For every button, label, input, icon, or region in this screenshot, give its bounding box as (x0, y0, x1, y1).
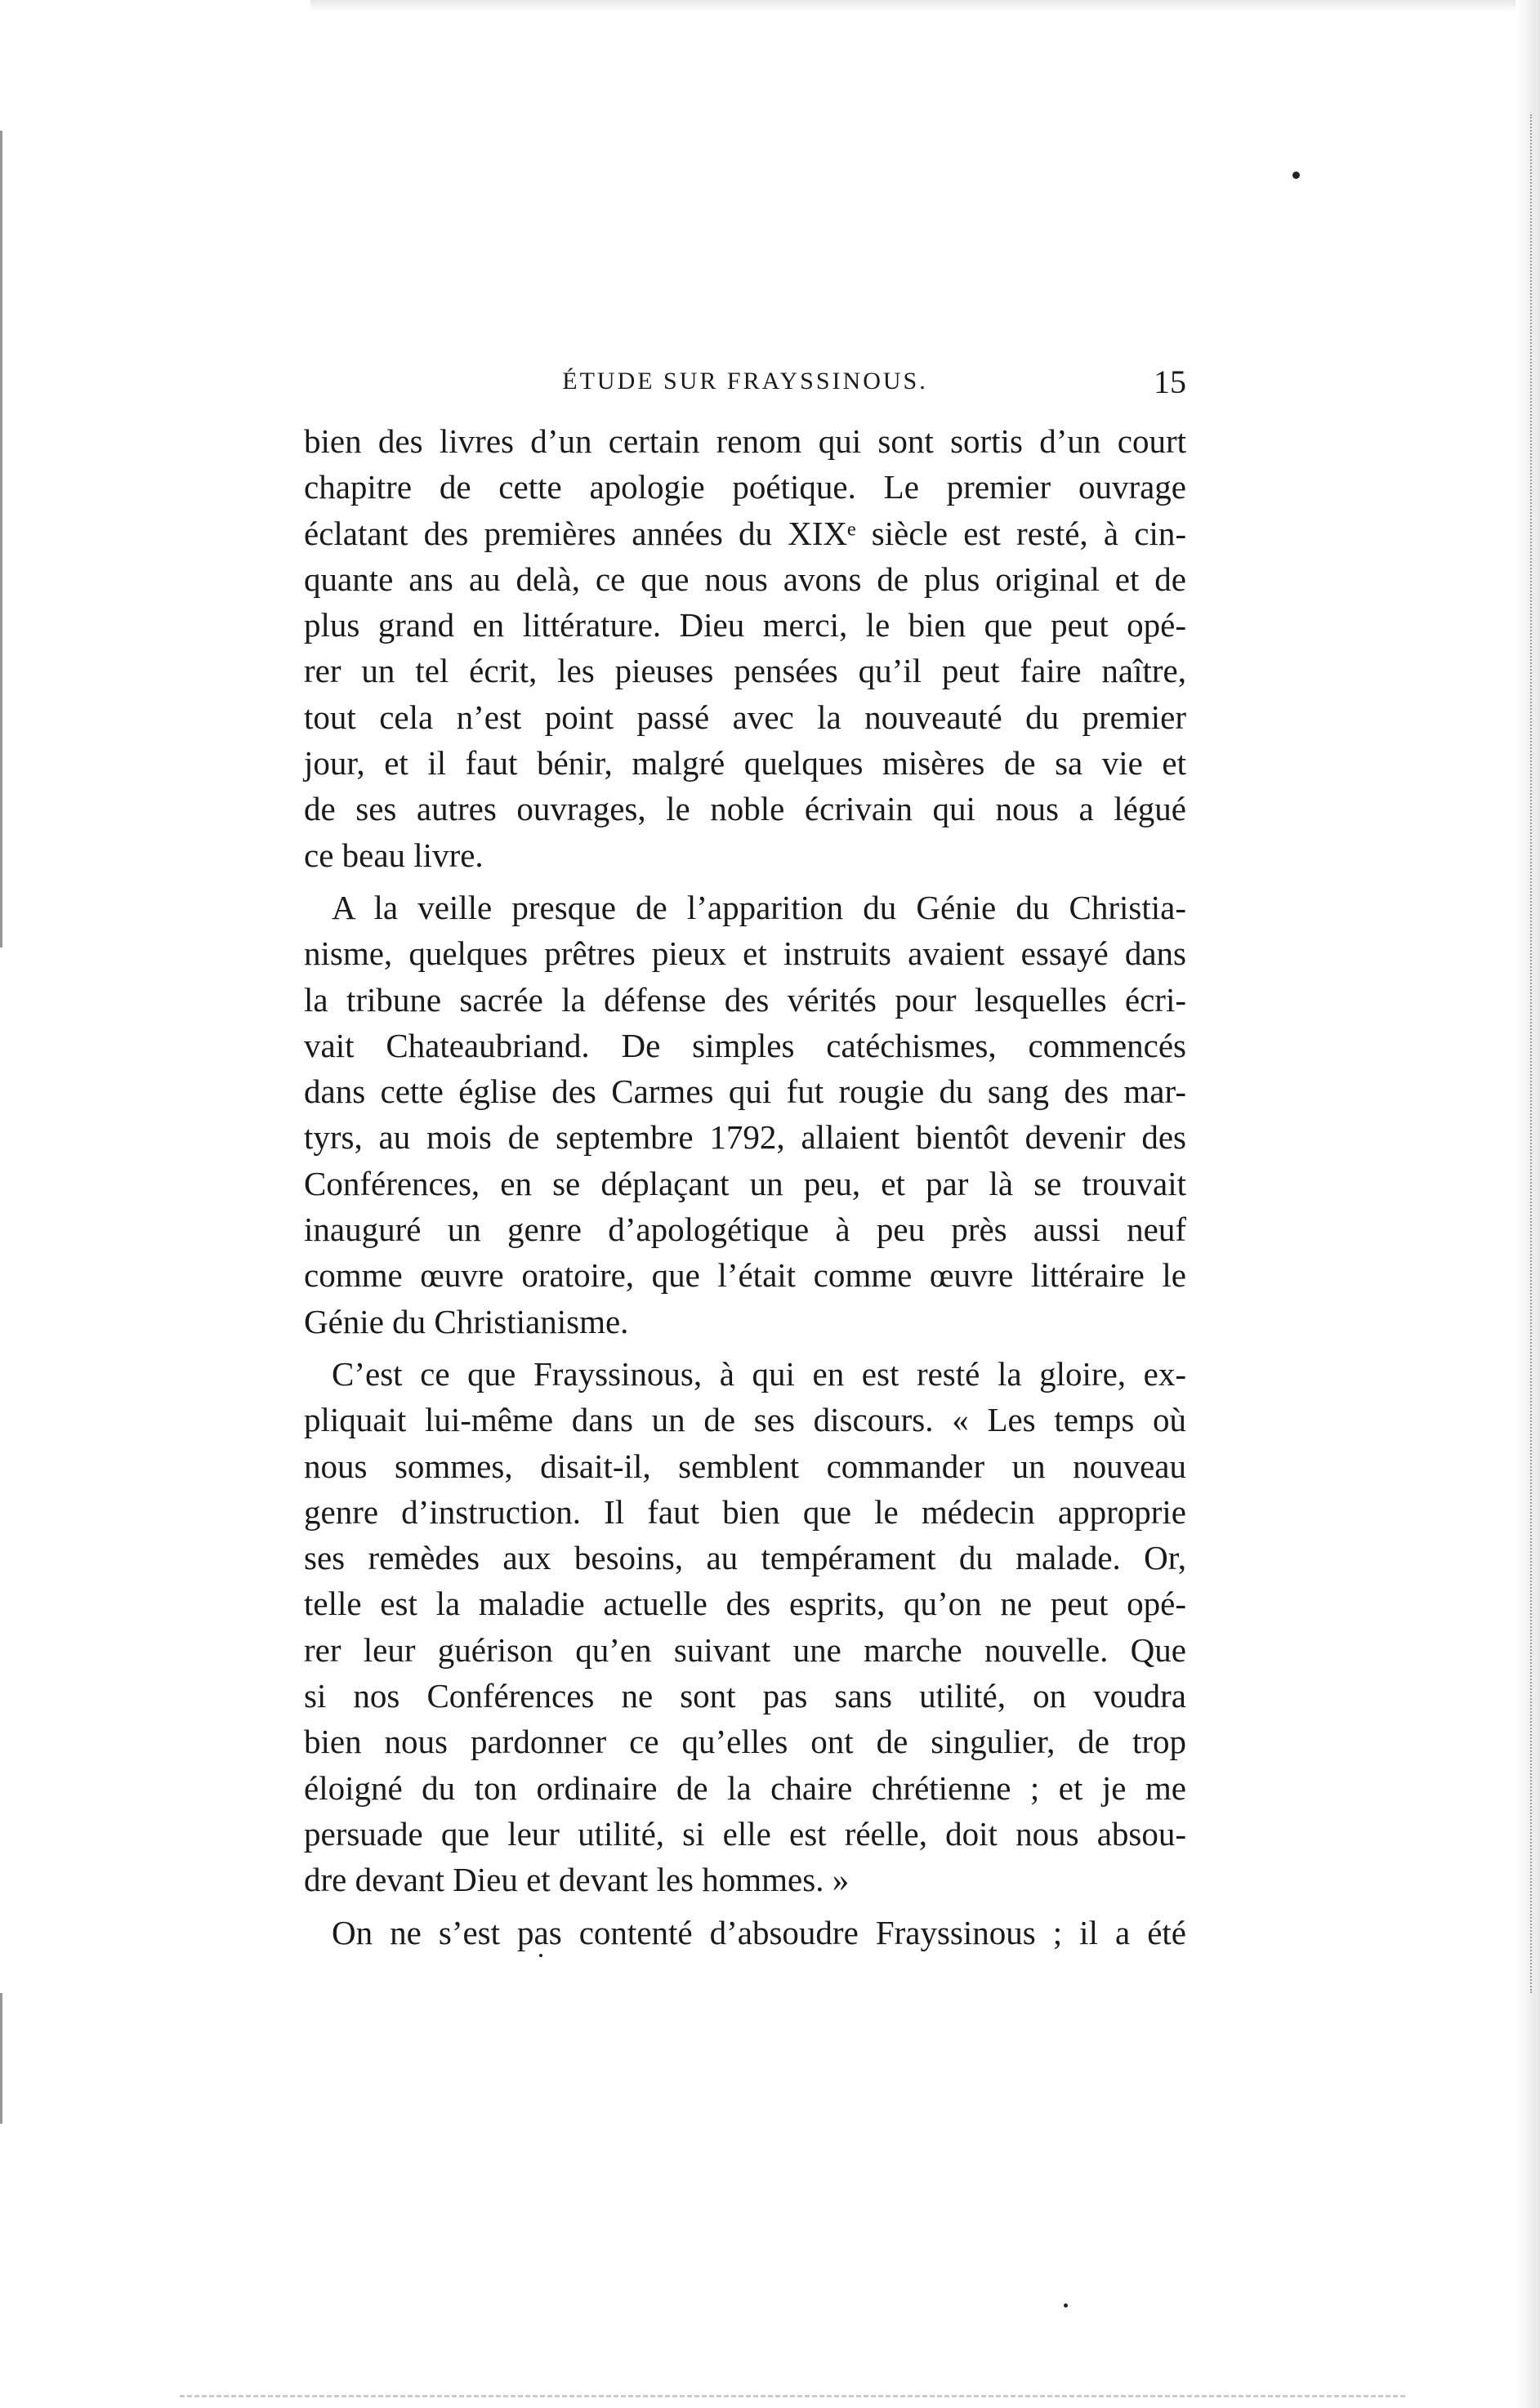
text-line: dre devant Dieu et devant les hommes. » (304, 1861, 850, 1899)
text-line: Conférences, en se déplaçant un peu, et par là se trouvait (304, 1164, 1186, 1202)
text-line: genre d’instruction. Il faut bien que le médecin approprie (304, 1492, 1186, 1531)
page-number: 15 (1154, 363, 1186, 400)
scan-left-rule (0, 131, 2, 948)
text-line: bien nous pardonner ce qu’elles ont de singulier, de trop (304, 1723, 1186, 1761)
running-head-title: ÉTUDE SUR FRAYSSINOUS. (562, 368, 928, 395)
text-line: On ne s’est pas contenté d’absoudre Frayssinous ; il a été (332, 1913, 1186, 1951)
body-text (304, 418, 1186, 1955)
text-line: C’est ce que Frayssinous, à qui en est resté la gloire, ex- (332, 1354, 1186, 1393)
scan-left-rule (0, 1993, 2, 2124)
scan-bottom-edge (180, 2395, 1405, 2401)
ink-speck (1064, 2303, 1068, 2308)
text-line: rer un tel écrit, les pieuses pensées qu’il peut faire naître, (304, 652, 1186, 690)
text-line: éloigné du ton ordinaire de la chaire chrétienne ; et je me (304, 1768, 1186, 1807)
text-line: nisme, quelques prêtres pieux et instruits avaient essayé dans (304, 934, 1186, 973)
text-line: rer leur guérison qu’en suivant une marche nouvelle. Que (304, 1630, 1186, 1669)
text-line: telle est la maladie actuelle des esprits, qu’on ne peut opé- (304, 1585, 1186, 1623)
text-line: A la veille presque de l’apparition du Génie du Christia- (332, 888, 1186, 926)
text-line: vait Chateaubriand. De simples catéchismes, commencés (304, 1026, 1186, 1064)
text-line: Génie du Christianisme. (304, 1302, 629, 1340)
text-line: dans cette église des Carmes qui fut rougie du sang des mar- (304, 1072, 1186, 1111)
text-line: comme œuvre oratoire, que l’était comme œuvre littéraire le (304, 1256, 1186, 1295)
text-line: ses remèdes aux besoins, au tempérament du malade. Or, (304, 1539, 1186, 1577)
running-head (304, 363, 1186, 408)
text-line: tyrs, au mois de septembre 1792, allaient bientôt devenir des (304, 1118, 1186, 1157)
text-line: éclatant des premières années du XIXᵉ siècle est resté, à cin- (304, 514, 1186, 552)
text-line: de ses autres ouvrages, le noble écrivain qui nous a légué (304, 790, 1186, 828)
text-line: pliquait lui-même dans un de ses discours. « Les temps où (304, 1401, 1186, 1439)
text-line: la tribune sacrée la défense des vérités pour lesquelles écri- (304, 980, 1186, 1019)
text-line: chapitre de cette apologie poétique. Le premier ouvrage (304, 468, 1186, 506)
text-line: jour, et il faut bénir, malgré quelques misères de sa vie et (304, 744, 1186, 783)
text-line: ce beau livre. (304, 836, 484, 874)
text-line: bien des livres d’un certain renom qui sont sortis d’un court (304, 422, 1186, 460)
text-line: quante ans au delà, ce que nous avons de plus original et de (304, 560, 1186, 598)
text-line: si nos Conférences ne sont pas sans utilité, on voudra (304, 1677, 1186, 1715)
scan-binding-shadow (1530, 114, 1537, 1993)
text-line: nous sommes, disait-il, semblent commander un nouveau (304, 1447, 1186, 1485)
text-line: tout cela n’est point passé avec la nouveauté du premier (304, 698, 1186, 736)
ink-speck (1292, 172, 1300, 179)
text-line: inauguré un genre d’apologétique à peu près aussi neuf (304, 1211, 1186, 1249)
scan-top-edge (310, 0, 1540, 11)
text-line: plus grand en littérature. Dieu merci, le bien que peut opé- (304, 606, 1186, 644)
text-line: persuade que leur utilité, si elle est réelle, doit nous absou- (304, 1814, 1186, 1853)
